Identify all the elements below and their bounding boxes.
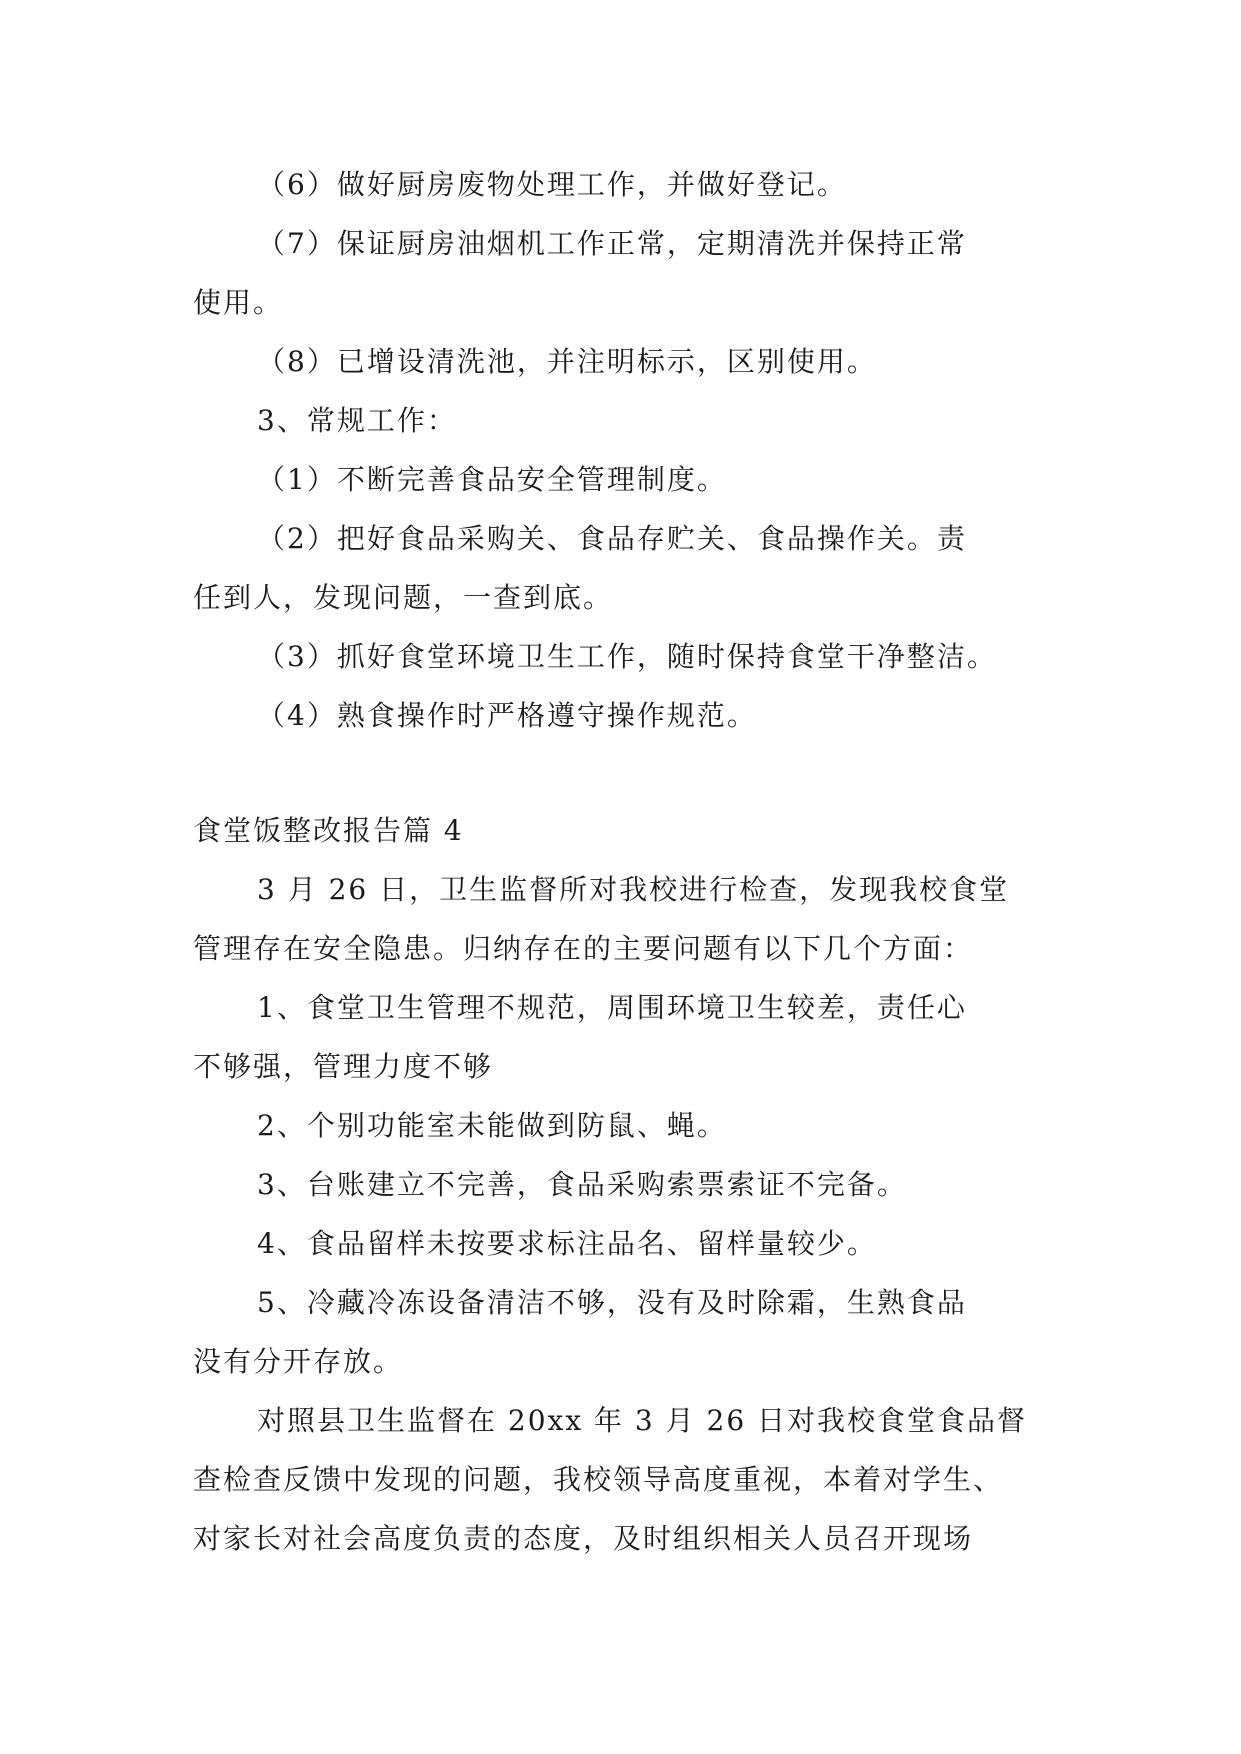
response-line-3: 对家长对社会高度负责的态度，及时组织相关人员召开现场 — [193, 1522, 974, 1555]
section-heading: 食堂饭整改报告篇 4 — [193, 814, 464, 847]
routine-item-3: （3）抓好食堂环境卫生工作，随时保持食堂干净整洁。 — [257, 640, 997, 673]
routine-work-title: 3、常规工作： — [257, 404, 457, 437]
problem-5-line-1: 5、冷藏冷冻设备清洁不够，没有及时除霜，生熟食品 — [257, 1286, 967, 1319]
routine-item-2-line-1: （2）把好食品采购关、食品存贮关、食品操作关。责 — [257, 522, 967, 555]
routine-item-1: （1）不断完善食品安全管理制度。 — [257, 463, 727, 496]
item-7-line-2: 使用。 — [193, 286, 284, 319]
problem-5-line-2: 没有分开存放。 — [193, 1345, 404, 1378]
item-6: （6）做好厨房废物处理工作，并做好登记。 — [257, 168, 847, 201]
problem-2: 2、个别功能室未能做到防鼠、蝇。 — [257, 1109, 727, 1142]
intro-line-2: 管理存在安全隐患。归纳存在的主要问题有以下几个方面： — [193, 932, 974, 965]
item-8: （8）已增设清洗池，并注明标示，区别使用。 — [257, 345, 877, 378]
problem-1-line-1: 1、食堂卫生管理不规范，周围环境卫生较差，责任心 — [257, 991, 967, 1024]
problem-3: 3、台账建立不完善，食品采购索票索证不完备。 — [257, 1168, 907, 1201]
routine-item-2-line-2: 任到人，发现问题，一查到底。 — [193, 581, 614, 614]
document-body — [193, 155, 1063, 1568]
problem-4: 4、食品留样未按要求标注品名、留样量较少。 — [257, 1227, 877, 1260]
intro-line-1: 3 月 26 日，卫生监督所对我校进行检查，发现我校食堂 — [257, 873, 1010, 906]
routine-item-4: （4）熟食操作时严格遵守操作规范。 — [257, 699, 757, 732]
problem-1-line-2: 不够强，管理力度不够 — [193, 1050, 494, 1083]
response-line-2: 查检查反馈中发现的问题，我校领导高度重视，本着对学生、 — [193, 1463, 1004, 1496]
item-7-line-1: （7）保证厨房油烟机工作正常，定期清洗并保持正常 — [257, 227, 967, 260]
response-line-1: 对照县卫生监督在 20xx 年 3 月 26 日对我校食堂食品督 — [257, 1404, 1028, 1437]
